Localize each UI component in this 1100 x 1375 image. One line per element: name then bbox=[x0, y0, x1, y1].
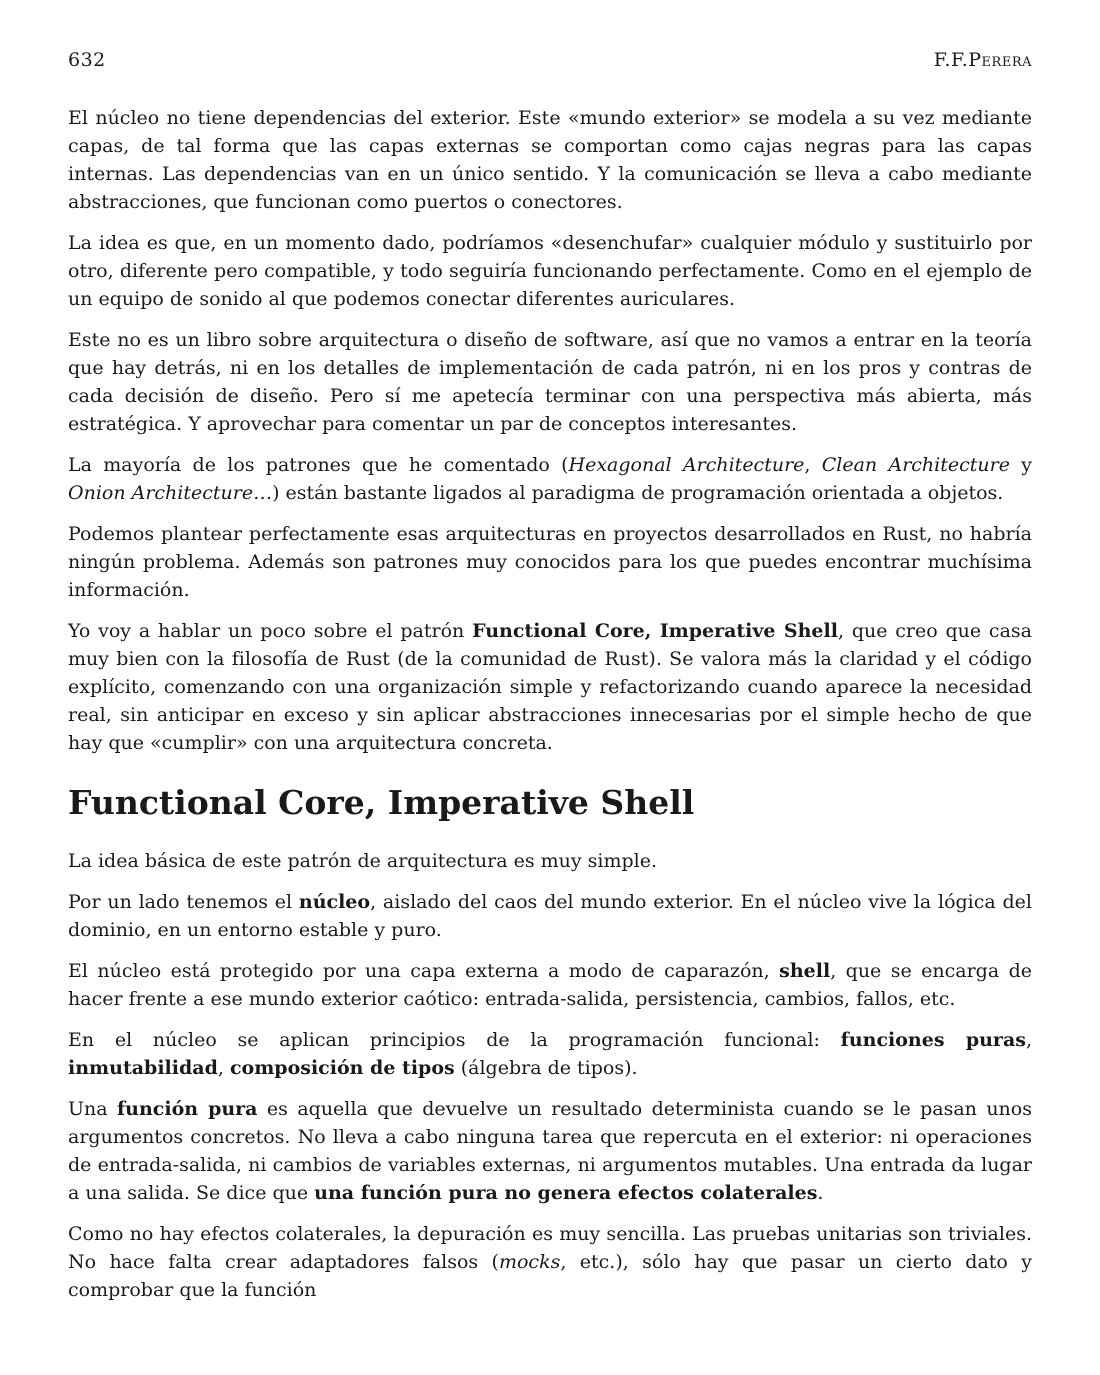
text-run: Yo voy a hablar un poco sobre el patrón bbox=[68, 620, 473, 642]
text-run: , que se encarga de hacer frente a ese mundo exterior caótico: entrada-salida, persistencia, cambios, fallos, etc. bbox=[68, 960, 1033, 1010]
paragraph bbox=[68, 326, 1032, 438]
italic-text: Onion Architecture… bbox=[68, 482, 273, 504]
paragraph bbox=[68, 104, 1032, 216]
text-run: Este no es un libro sobre arquitectura o diseño de software, así que no vamos a entrar en la teoría que hay detrás, ni en los detalles de implementación de cada patrón, ni en los pros y contras de cada decisión de diseño. Pero sí me apetecía terminar con una perspectiva más abierta, más estratégica. Y aprovechar para comentar un par de conceptos interesantes. bbox=[68, 329, 1032, 435]
bold-text: inmutabilidad bbox=[68, 1057, 218, 1079]
section-heading: Functional Core, Imperative Shell bbox=[68, 783, 695, 822]
bold-text: Functional Core, Imperative Shell bbox=[472, 620, 838, 642]
text-run: es aquella que devuelve un resultado determinista cuando se le pasan unos argumentos concretos. No lleva a cabo ninguna tarea que repercuta en el exterior: ni operaciones de entrada-salida, ni cambios de variables externas, ni argumentos mutables. Una entrada da lugar a una salida. Se dice que bbox=[68, 1098, 1032, 1204]
text-run: , bbox=[1025, 1029, 1033, 1051]
italic-text: Clean Architecture bbox=[821, 454, 1010, 476]
bold-text: shell bbox=[779, 960, 831, 982]
text-run: Una bbox=[68, 1098, 117, 1120]
text-run: Podemos plantear perfectamente esas arquitecturas en proyectos desarrollados en Rust, no habría ningún problema. Además son patrones muy conocidos para los que puedes encontrar muchísima información. bbox=[68, 523, 1032, 601]
italic-text: mocks bbox=[498, 1251, 561, 1273]
text-run: , que creo que casa muy bien con la filosofía de Rust (de la comunidad de Rust). Se valora más la claridad y el código explícito, comenzando con una organización simple y refactorizando cuando aparece la necesidad real, sin anticipar en exceso y sin aplicar abstracciones innecesarias por el simple hecho de que hay que «cumplir» con una arquitectura concreta. bbox=[68, 620, 1032, 754]
paragraph bbox=[68, 1220, 1032, 1304]
text-run: Por un lado tenemos el bbox=[68, 891, 299, 913]
paragraph bbox=[68, 229, 1032, 313]
text-run: , bbox=[217, 1057, 230, 1079]
page-content bbox=[68, 104, 1032, 1304]
bold-text: una función pura no genera efectos colaterales bbox=[314, 1182, 818, 1204]
text-run: La idea básica de este patrón de arquitectura es muy simple. bbox=[68, 850, 658, 872]
paragraph bbox=[68, 451, 1032, 507]
running-header-author: F.F.Perera bbox=[933, 49, 1032, 71]
page-number: 632 bbox=[68, 49, 106, 71]
paragraph bbox=[68, 957, 1032, 1013]
bold-text: funciones puras bbox=[840, 1029, 1026, 1051]
paragraph bbox=[68, 1095, 1032, 1207]
bold-text: núcleo bbox=[298, 891, 371, 913]
text-run: La idea es que, en un momento dado, podríamos «desenchufar» cualquier módulo y sustituirlo por otro, diferente pero compatible, y todo seguiría funcionando perfectamente. Como en el ejemplo de un equipo de sonido al que podemos conectar diferentes auriculares. bbox=[68, 232, 1032, 310]
italic-text: Hexagonal Architecture bbox=[568, 454, 805, 476]
text-run: y bbox=[1009, 454, 1032, 476]
text-run: Como no hay efectos colaterales, la depuración es muy sencilla. Las pruebas unitarias son triviales. No hace falta crear adaptadores falsos ( bbox=[68, 1223, 1032, 1273]
text-run: ) están bastante ligados al paradigma de programación orientada a objetos. bbox=[272, 482, 1004, 504]
paragraph bbox=[68, 1026, 1032, 1082]
text-run: En el núcleo se aplican principios de la programación funcional: bbox=[68, 1029, 841, 1051]
text-run: , aislado del caos del mundo exterior. En el núcleo vive la lógica del dominio, en un entorno estable y puro. bbox=[68, 891, 1033, 941]
paragraph bbox=[68, 888, 1032, 944]
text-run: , etc.), sólo hay que pasar un cierto dato y comprobar que la función bbox=[68, 1251, 1032, 1301]
text-run: El núcleo está protegido por una capa externa a modo de caparazón, bbox=[68, 960, 780, 982]
text-run: . bbox=[817, 1182, 824, 1204]
paragraph bbox=[68, 617, 1032, 757]
bold-text: composición de tipos bbox=[229, 1057, 455, 1079]
text-run: (álgebra de tipos). bbox=[454, 1057, 638, 1079]
text-run: La mayoría de los patrones que he comentado ( bbox=[68, 454, 569, 476]
paragraph bbox=[68, 520, 1032, 604]
running-header bbox=[68, 48, 1032, 72]
text-run: , bbox=[804, 454, 822, 476]
text-run: El núcleo no tiene dependencias del exterior. Este «mundo exterior» se modela a su vez mediante capas, de tal forma que las capas externas se comportan como cajas negras para las capas internas. Las dependencias van en un único sentido. Y la comunicación se lleva a cabo mediante abstracciones, que funcionan como puertos o conectores. bbox=[68, 107, 1032, 213]
paragraph bbox=[68, 847, 1032, 875]
bold-text: función pura bbox=[117, 1098, 258, 1120]
